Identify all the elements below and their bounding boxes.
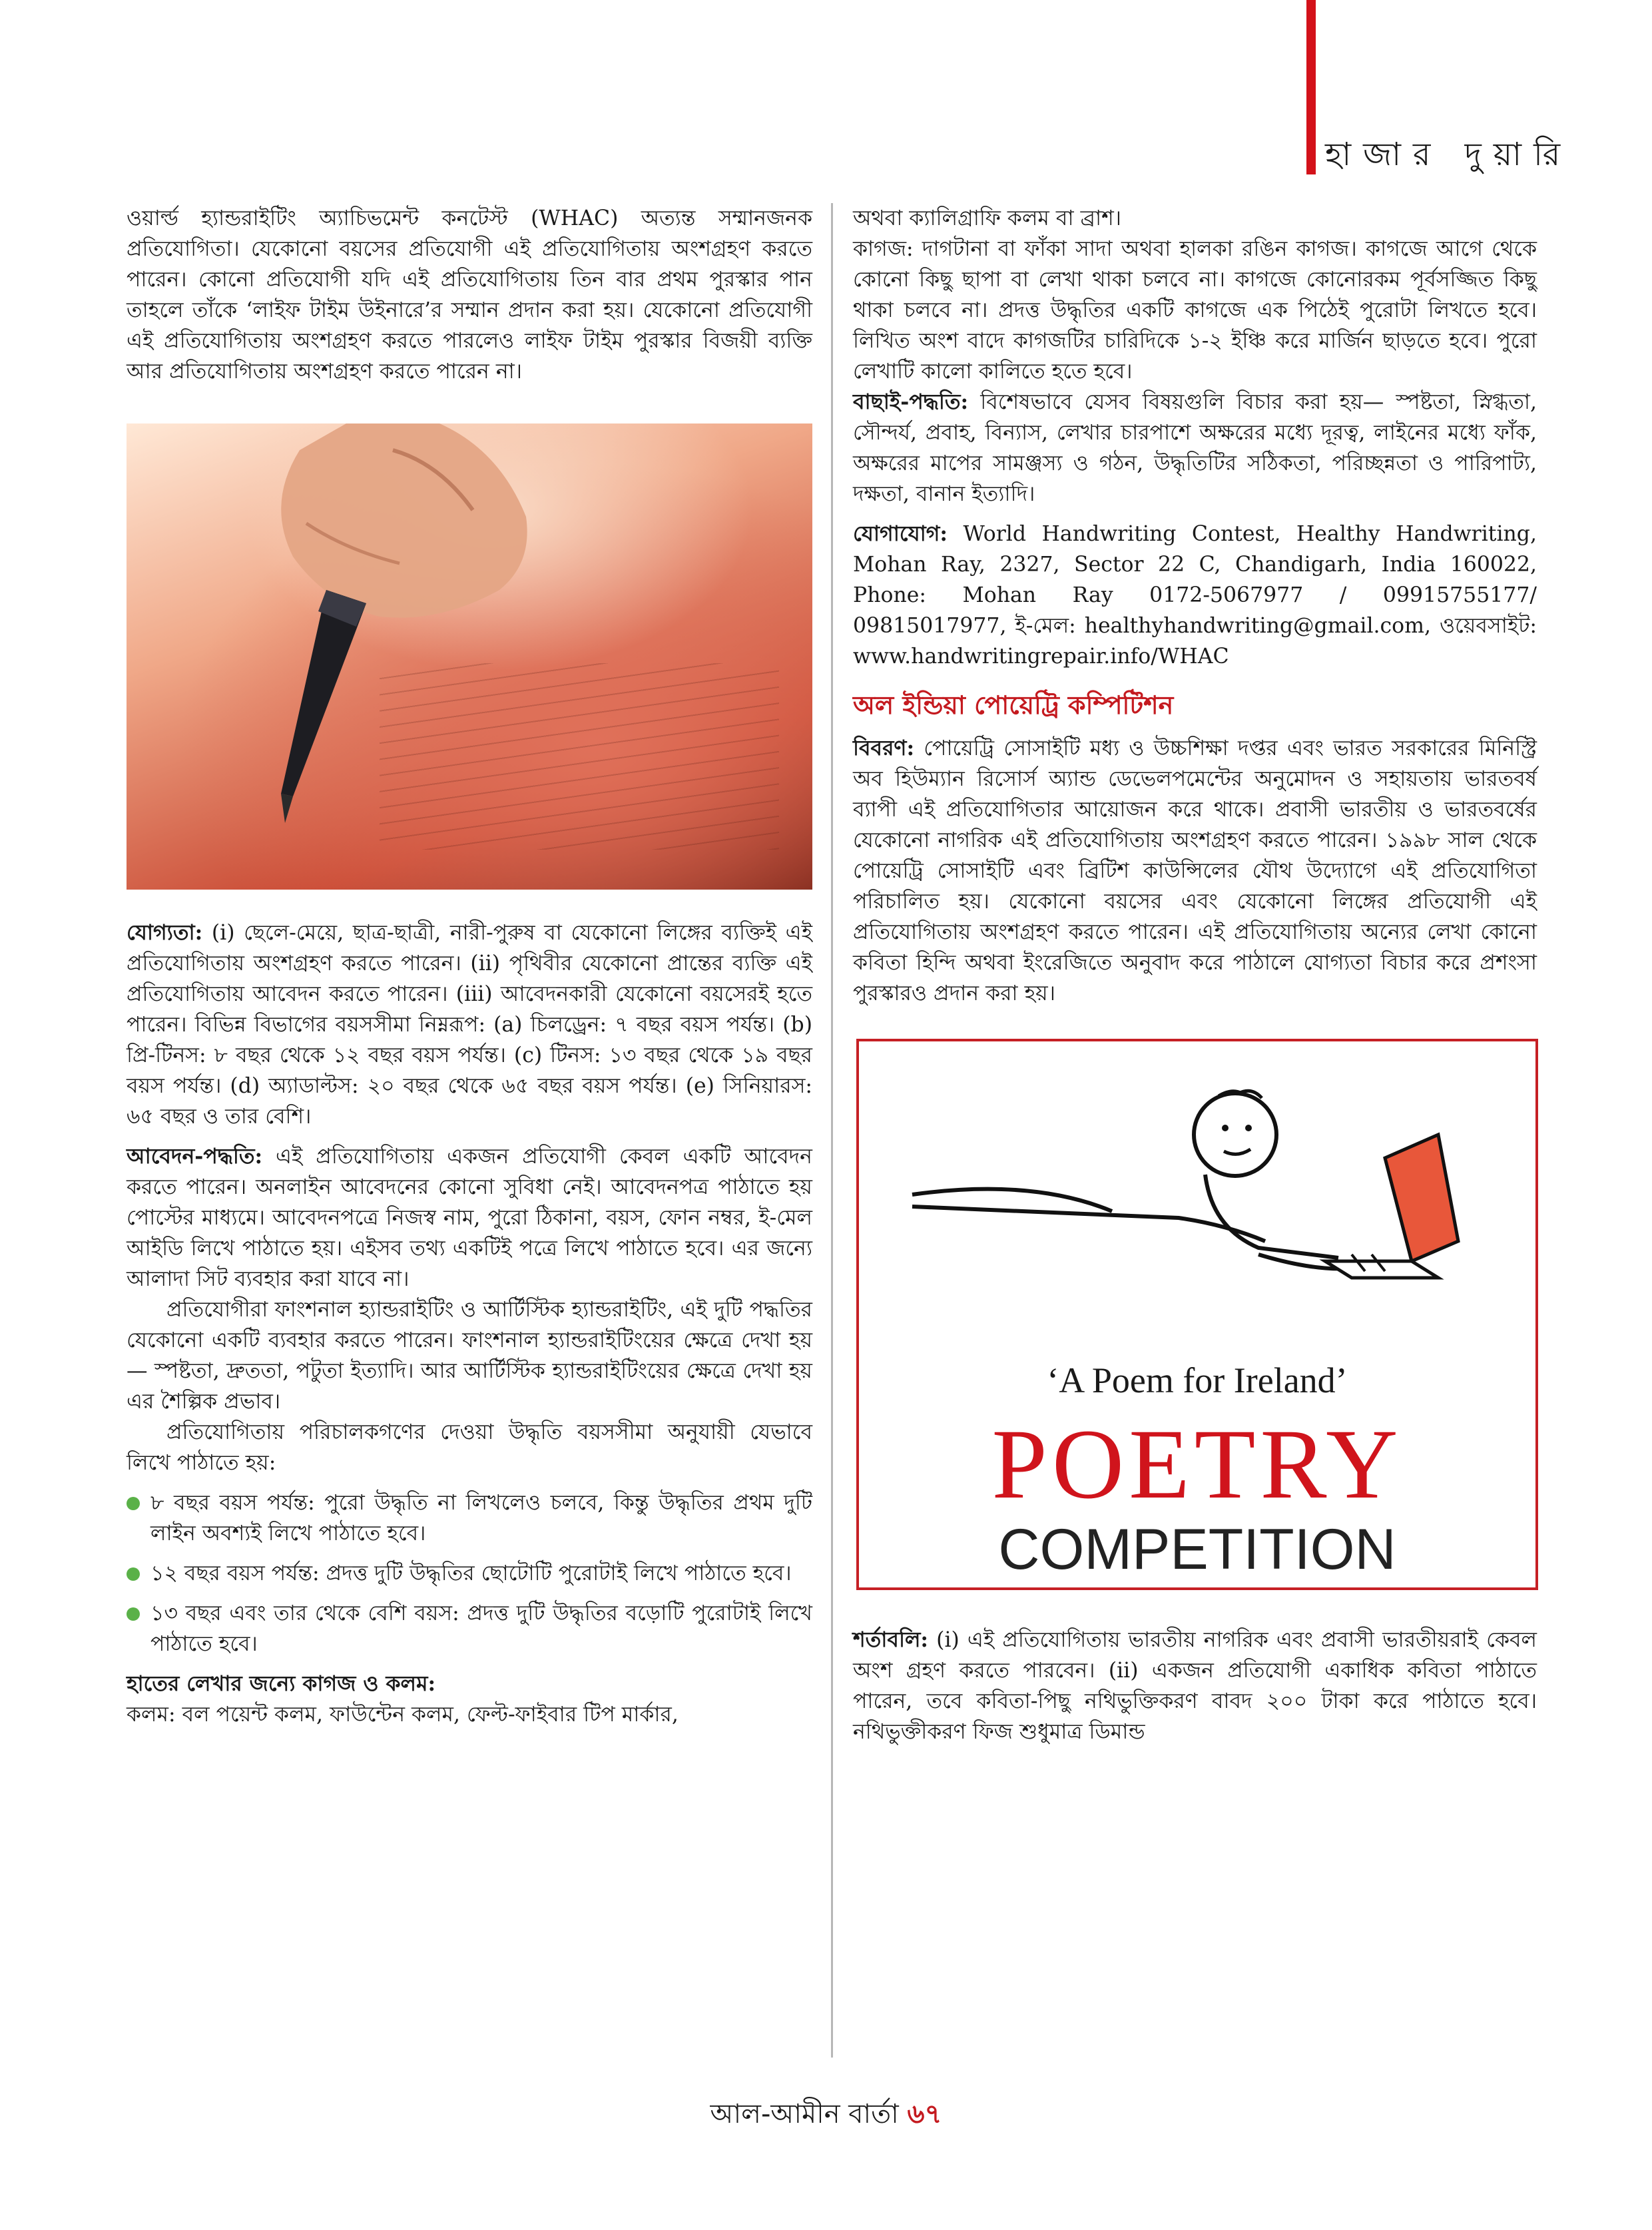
poetry-section-title: অল ইন্ডিয়া পোয়েট্রি কম্পিটিশন (853, 691, 1174, 720)
terms-label: শর্তাবলি: (853, 1627, 929, 1652)
pen-paragraph: কলম: বল পয়েন্ট কলম, ফাউন্টেন কলম, ফেল্ট-ফাইবার টিপ মার্কার, (127, 1703, 679, 1727)
section-header-title: হাজার দুয়ারি (1325, 136, 1573, 173)
column-divider (831, 203, 833, 2058)
selection-paragraph: বাছাই-পদ্ধতি: বিশেষভাবে যেসব বিষয়গুলি বিচার করা হয়— স্পষ্টতা, স্নিগ্ধতা, সৌন্দর্য, প্রবাহ, বিন্যাস, লেখার চারপাশে অক্ষরের মধ্যে দূরত্ব, লাইনের মধ্যে ফাঁক, অক্ষরের মাপের সামঞ্জস্য ও গঠন, উদ্ধৃতিটির সঠিকতা, পরিচ্ছন্নতা ও পারিপাট্য, দক্ষতা, বানান ইত্যাদি। (853, 390, 1537, 506)
stick-figure-laptop-illustration (859, 1041, 1535, 1354)
paper-pen-heading: হাতের লেখার জন্যে কাগজ ও কলম: (127, 1671, 436, 1696)
description-label: বিবরণ: (853, 736, 915, 760)
poster-tagline: ‘A Poem for Ireland’ (1047, 1360, 1348, 1400)
handwriting-photo (127, 423, 812, 890)
eligibility-paragraph: যোগ্যতা: (i) ছেলে-মেয়ে, ছাত্র-ছাত্রী, নারী-পুরুষ বা যেকোনো লিঙ্গের ব্যক্তিই এই প্রতিযোগিতায় অংশগ্রহণ করতে পারেন। (ii) পৃথিবীর যেকোনো প্রান্তের ব্যক্তি এই প্রতিযোগিতায় আবেদন করতে পারেন। (iii) আবেদনকারী যেকোনো বয়সেরই হতে পারেন। বিভিন্ন বিভাগের বয়সসীমা নিম্নরূপ: (a) চিলড্রেন: ৭ বছর বয়স পর্যন্ত। (b) প্রি-টিনস: ৮ বছর থেকে ১২ বছর বয়স পর্যন্ত। (c) টিনস: ১৩ বছর থেকে ১৯ বছর বয়স পর্যন্ত। (d) অ্যাডাল্টস: ২০ বছর থেকে ৬৫ বছর বয়স পর্যন্ত। (e) সিনিয়ারস: ৬৫ বছর ও তার বেশি। (127, 920, 812, 1129)
bullet-icon (127, 1497, 140, 1510)
selection-label: বাছাই-পদ্ধতি: (853, 390, 969, 414)
poetry-competition-poster (856, 1039, 1538, 1590)
pen-continued: অথবা ক্যালিগ্রাফি কলম বা ব্রাশ। (853, 206, 1122, 230)
application-paragraph: আবেদন-পদ্ধতি: এই প্রতিযোগিতায় একজন প্রতিযোগী কেবল একটি আবেদন করতে পারেন। অনলাইন আবেদনের কোনো সুবিধা নেই। আবেদনপত্র পাঠাতে হয় পোস্টের মাধ্যমে। আবেদনপত্রে নিজস্ব নাম, পুরো ঠিকানা, বয়স, ফোন নম্বর, ই-মেল আইডি লিখে পাঠাতে হয়। এইসব তথ্য একটিই পত্রে লিখে পাঠাতে হবে। এর জন্যে আলাদা সিট ব্যবহার করা যাবে না। (127, 1144, 812, 1291)
quote-paragraph: প্রতিযোগিতায় পরিচালকগণের দেওয়া উদ্ধৃতি বয়সসীমা অনুযায়ী যেভাবে লিখে পাঠাতে হয়: (127, 1420, 812, 1475)
methods-paragraph: প্রতিযোগীরা ফাংশনাল হ্যান্ডরাইটিং ও আর্টিস্টিক হ্যান্ডরাইটিং, এই দুটি পদ্ধতির যেকোনো একটি ব্যবহার করতে পারেন। ফাংশনাল হ্যান্ডরাইটিংয়ের ক্ষেত্রে দেখা হয়— স্পষ্টতা, দ্রুততা, পটুতা ইত্যাদি। আর আর্টিস্টিক হ্যান্ডরাইটিংয়ের ক্ষেত্রে দেখা হয় এর শৈল্পিক প্রভাব। (127, 1298, 812, 1414)
paper-paragraph: কাগজ: দাগটানা বা ফাঁকা সাদা অথবা হালকা রঙিন কাগজ। কাগজে আগে থেকে কোনো কিছু ছাপা বা লেখা থাকা চলবে না। কাগজে কোনোরকম পূর্বসজ্জিত কিছু থাকা চলবে না। প্রদত্ত উদ্ধৃতির একটি কাগজে এক পিঠেই পুরোটা লিখতে হবে। লিখিত অংশ বাদে কাগজটির চারিদিকে ১-২ ইঞ্চি করে মার্জিন ছাড়তে হবে। পুরো লেখাটি কালো কালিতে হতে হবে। (853, 237, 1537, 384)
description-paragraph: বিবরণ: পোয়েট্রি সোসাইটি মধ্য ও উচ্চশিক্ষা দপ্তর এবং ভারত সরকারের মিনিস্ট্রি অব হিউম্যান রিসোর্স অ্যান্ড ডেভেলপমেন্টের অনুমোদন ও সহায়তায় ভারতবর্ষ ব্যাপী এই প্রতিযোগিতার আয়োজন করে থাকে। প্রবাসী ভারতীয় ও ভারতবর্ষের যেকোনো নাগরিক এই প্রতিযোগিতায় অংশগ্রহণ করতে পারেন। ১৯৯৮ সাল থেকে পোয়েট্রি সোসাইটি এবং ব্রিটিশ কাউন্সিলের যৌথ উদ্যোগে এই প্রতিযোগিতা পরিচালিত হয়। যেকোনো বয়সের এবং যেকোনো লিঙ্গের প্রতিযোগী এই প্রতিযোগিতায় অংশগ্রহণ করতে পারেন। এই প্রতিযোগিতায় অন্যের লেখা কোনো কবিতা হিন্দি অথবা ইংরেজিতে অনুবাদ করে পাঠালে যোগ্যতা বিচার করে প্রশংসা পুরস্কারও প্রদান করা হয়। (853, 736, 1537, 1005)
right-column (853, 203, 1537, 1747)
list-item: ১৩ বছর এবং তার থেকে বেশি বয়স: প্রদত্ত দুটি উদ্ধৃতির বড়োটি পুরোটাই লিখে পাঠাতে হবে। (127, 1598, 812, 1659)
application-label: আবেদন-পদ্ধতি: (127, 1144, 263, 1169)
page-footer (0, 2093, 1652, 2137)
bullet-icon (127, 1567, 140, 1581)
list-item: ১২ বছর বয়স পর্যন্ত: প্রদত্ত দুটি উদ্ধৃতির ছোটোটি পুরোটাই লিখে পাঠাতে হবে। (127, 1558, 812, 1589)
contact-label: যোগাযোগ: (853, 521, 948, 546)
bullet-icon (127, 1607, 140, 1621)
poster-subtitle: COMPETITION (998, 1518, 1396, 1581)
eligibility-label: যোগ্যতা: (127, 920, 203, 945)
intro-paragraph: ওয়ার্ল্ড হ্যান্ডরাইটিং অ্যাচিভমেন্ট কনটেস্ট (WHAC) অত্যন্ত সম্মানজনক প্রতিযোগিতা। যেকোনো বয়সের প্রতিযোগী এই প্রতিযোগিতায় অংশগ্রহণ করতে পারেন। কোনো প্রতিযোগী যদি এই প্রতিযোগিতায় তিন বার প্রথম পুরস্কার পান তাহলে তাঁকে ‘লাইফ টাইম উইনারে’র সম্মান প্রদান করা হয়। যেকোনো প্রতিযোগী এই প্রতিযোগিতায় অংশগ্রহণ করতে পারলেও লাইফ টাইম পুরস্কার বিজয়ী ব্যক্তি আর প্রতিযোগিতায় অংশগ্রহণ করতে পারেন না। (127, 206, 812, 384)
header-accent-bar (1306, 0, 1316, 174)
poster-title: POETRY (991, 1409, 1403, 1520)
page-number: ৬৭ (907, 2099, 942, 2129)
magazine-name: আল-আমীন বার্তা (710, 2099, 899, 2129)
left-column (127, 203, 812, 1730)
terms-paragraph: শর্তাবলি: (i) এই প্রতিযোগিতায় ভারতীয় নাগরিক এবং প্রবাসী ভারতীয়রাই কেবল অংশ গ্রহণ করতে পারবেন। (ii) একজন প্রতিযোগী একাধিক কবিতা পাঠাতে পারেন, তবে কবিতা-পিছু নথিভুক্তিকরণ বাবদ ২০০ টাকা করে পাঠাতে হবে। নথিভুক্তীকরণ ফিজ শুধুমাত্র ডিমান্ড (853, 1627, 1537, 1744)
contact-paragraph: যোগাযোগ: World Handwriting Contest, Healthy Handwriting, Mohan Ray, 2327, Sector 22 C, Chandigarh, India 160022, Phone: Mohan Ray 0172-5067977 / 09915755177/ 09815017977, ই-মেল: healthyhandwriting@gmail.com, ওয়েবসাইট: www.handwritingrepair.info/WHAC (853, 521, 1537, 669)
list-item: ৮ বছর বয়স পর্যন্ত: পুরো উদ্ধৃতি না লিখলেও চলবে, কিন্তু উদ্ধৃতির প্রথম দুটি লাইন অবশ্যই লিখে পাঠাতে হবে। (127, 1488, 812, 1549)
